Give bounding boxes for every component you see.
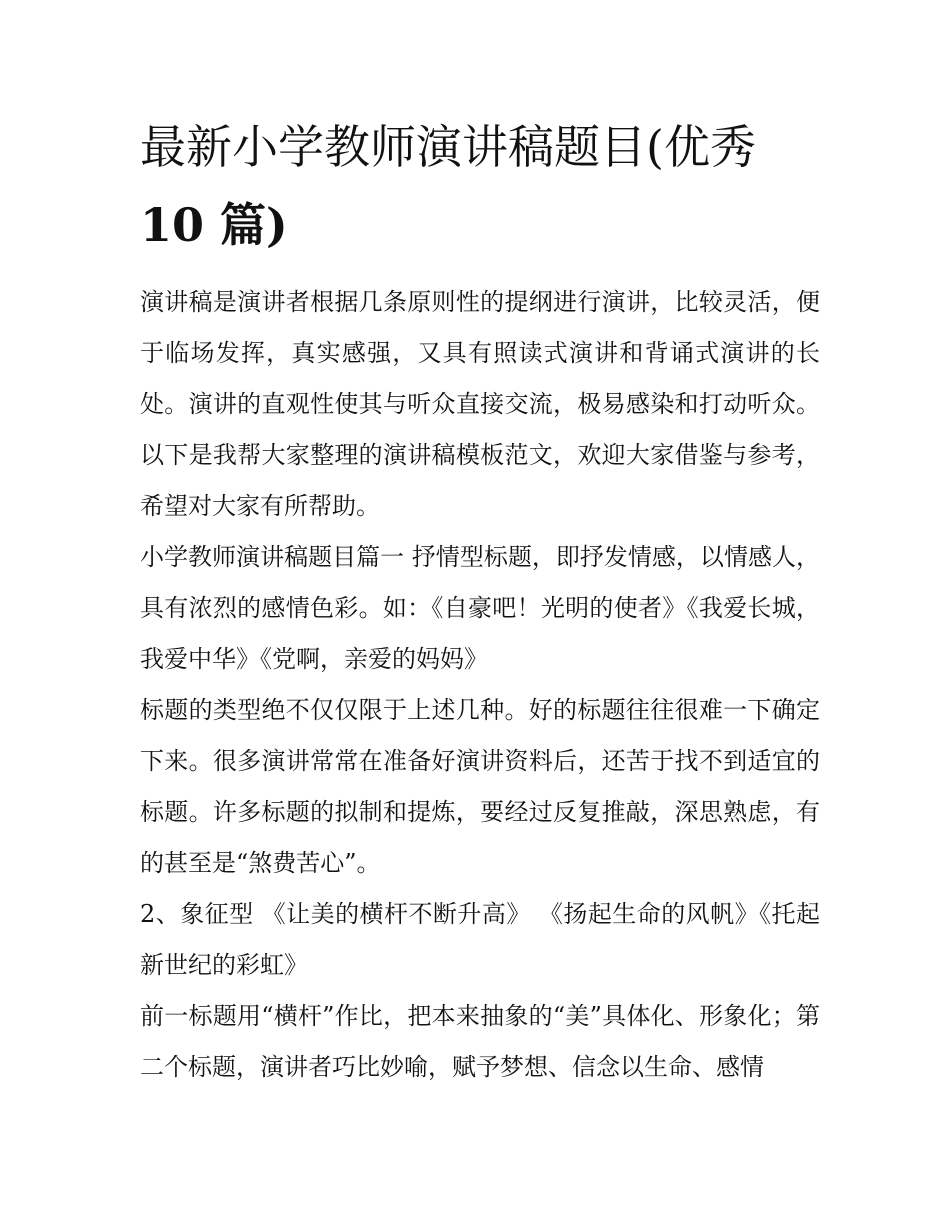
paragraph-title-types: 标题的类型绝不仅仅限于上述几种。好的标题往往很难一下确定下来。很多演讲常常在准备好演讲资料后，还苦于找不到适宜的标题。许多标题的拟制和提炼，要经过反复推敲，深思熟虑，有的甚至是“煞费苦心”。 <box>140 696 820 877</box>
title-tail-text: 篇) <box>204 198 288 252</box>
title-number: 10 <box>140 198 205 252</box>
paragraph-intro: 演讲稿是演讲者根据几条原则性的提纲进行演讲，比较灵活，便于临场发挥，真实感强，又具有照读式演讲和背诵式演讲的长处。演讲的直观性使其与听众直接交流，极易感染和打动听众。以下是我帮大家整理的演讲稿模板范文，欢迎大家借鉴与参考，希望对大家有所帮助。 <box>140 288 820 520</box>
paragraph-symbolic-title: 2、象征型 《让美的横杆不断升高》 《扬起生命的风帆》《托起新世纪的彩虹》 <box>140 900 820 979</box>
document-title <box>140 108 820 264</box>
paragraph-metaphor-explanation: 前一标题用“横杆”作比，把本来抽象的“美”具体化、形象化；第二个标题，演讲者巧比妙喻，赋予梦想、信念以生命、感情 <box>140 1002 820 1081</box>
document-page <box>140 108 820 1093</box>
document-body <box>140 277 820 1093</box>
title-main-text: 最新小学教师演讲稿题目(优秀 <box>140 120 756 174</box>
paragraph-lyrical-title: 小学教师演讲稿题目篇一 抒情型标题，即抒发情感，以情感人，具有浓烈的感情色彩。如：《自豪吧！光明的使者》《我爱长城，我爱中华》《党啊，亲爱的妈妈》 <box>140 543 820 673</box>
